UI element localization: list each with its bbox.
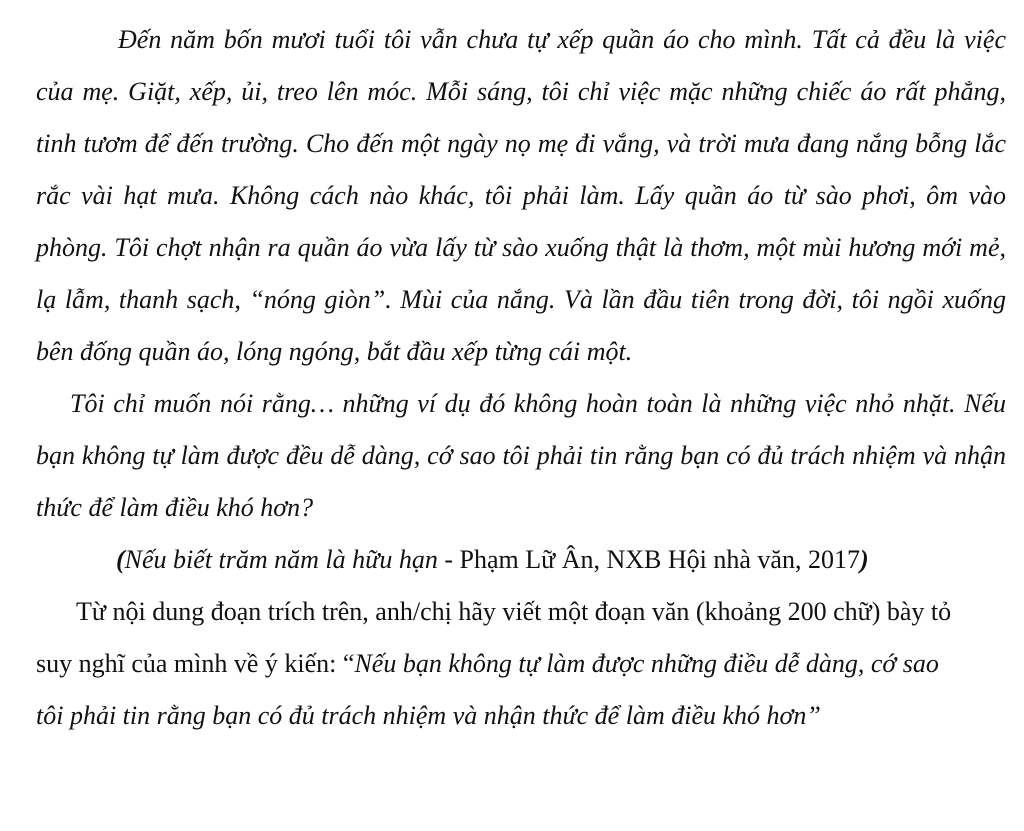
citation-details: - Phạm Lữ Ân, NXB Hội nhà văn, 2017	[437, 545, 860, 574]
passage-paragraph-2: Tôi chỉ muốn nói rằng… những ví dụ đó không hoàn toàn là những việc nhỏ nhặt. Nếu bạn không tự làm được đều dễ dàng, cớ sao tôi phải tin rằng bạn có đủ trách nhiệm và nhận thức để làm điều khó hơn?	[36, 389, 1006, 522]
citation-book-title: Nếu biết trăm năm là hữu hạn	[124, 545, 438, 574]
citation-open-paren: (	[116, 545, 125, 574]
source-citation	[36, 534, 1006, 586]
prompt-lead-text: Từ nội dung đoạn trích trên, anh/chị hãy viết một đoạn văn (khoảng 200 chữ) bày tỏ suy nghĩ của mình về ý kiến: “	[36, 597, 952, 678]
citation-close-paren: )	[859, 545, 869, 574]
writing-prompt	[36, 586, 1006, 742]
prompt-quote: Nếu bạn không tự làm được những điều dễ dàng, cớ sao tôi phải tin rằng bạn có đủ trách nhiệm và nhận thức để làm điều khó hơn”	[36, 649, 939, 730]
passage-paragraph-1: Đến năm bốn mươi tuổi tôi vẫn chưa tự xếp quần áo cho mình. Tất cả đều là việc của mẹ. Giặt, xếp, ủi, treo lên móc. Mỗi sáng, tôi chỉ việc mặc những chiếc áo rất phẳng, tinh tươm để đến trường. Cho đến một ngày nọ mẹ đi vắng, và trời mưa đang nắng bỗng lắc rắc vài hạt mưa. Không cách nào khác, tôi phải làm. Lấy quần áo từ sào phơi, ôm vào phòng. Tôi chợt nhận ra quần áo vừa lấy từ sào xuống thật là thơm, một mùi hương mới mẻ, lạ lẫm, thanh sạch, “nóng giòn”. Mùi của nắng. Và lần đầu tiên trong đời, tôi ngồi xuống bên đống quần áo, lóng ngóng, bắt đầu xếp từng cái một.	[36, 25, 1006, 366]
